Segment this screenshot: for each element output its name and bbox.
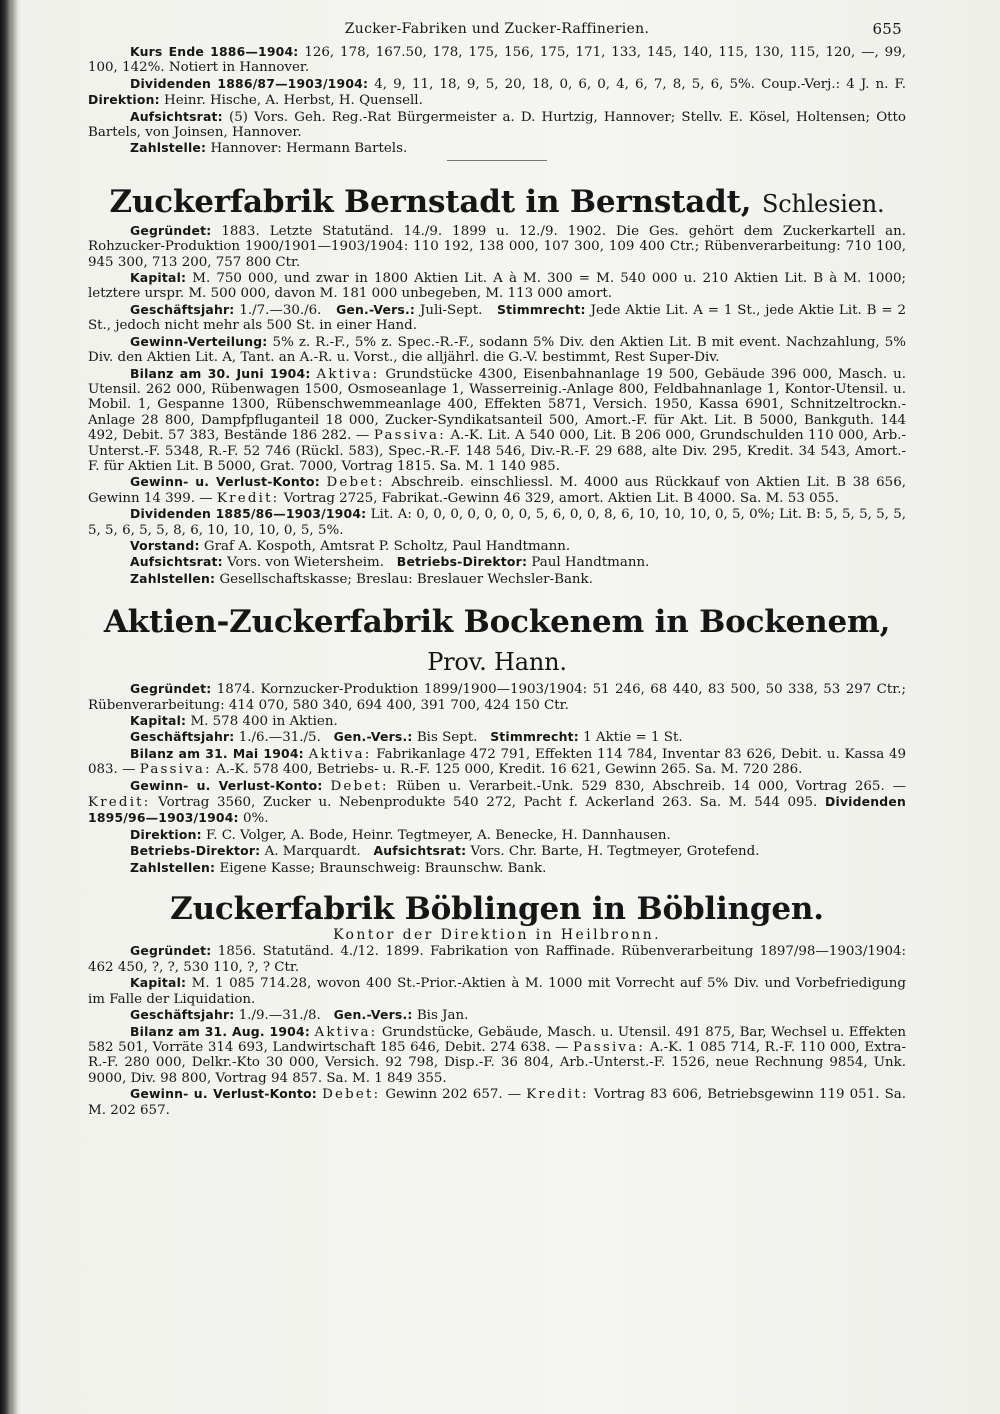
- entry-gegruendet: Gegründet: 1856. Statutänd. 4./12. 1899. Fabrikation von Raffinade. Rübenverarbeitung 1897/98—1903/1904: 462 450, ?, ?, 530 110, ?, ? Ctr.: [88, 943, 906, 975]
- entry-geschaeftsjahr: Geschäftsjahr: 1./7.—30./6. Gen.-Vers.: Juli-Sept. Stimmrecht: Jede Aktie Lit. A = 1 St., jede Aktie Lit. B = 2 St., jedoch nicht mehr als 500 St. in einer Hand.: [88, 301, 906, 334]
- section-divider: [447, 160, 547, 161]
- entry-bilanz: Bilanz am 31. Aug. 1904: Aktiva: Grundstücke, Gebäude, Masch. u. Utensil. 491 875, Bar, Wechsel u. Effekten 582 501, Vorräte 314 693, Landwirtschaft 185 646, Debit. 274 638. — Passiva: A.-K. 1 085 714, R.-F. 110 000, Extra-R.-F. 280 000, Delkr.-Kto 30 000, Versich. 92 798, Disp.-F. 36 804, Arb.-Unterst.-F. 1526, neue Rechnung 9854, Unk. 9000, Div. 98 800, Vortrag 94 857. Sa. M. 1 849 355.: [88, 1023, 907, 1086]
- entry-geschaeftsjahr: Geschäftsjahr: 1./9.—31./8. Gen.-Vers.: Bis Jan.: [130, 1007, 469, 1024]
- entry-zahlstelle: Zahlstelle: Hannover: Hermann Bartels.: [130, 140, 408, 157]
- entry-aufsichtsrat: Aufsichtsrat: Vors. von Wietersheim. Betriebs-Direktor: Paul Handtmann.: [130, 554, 650, 571]
- section-subheading: Kontor der Direktion in Heilbronn.: [333, 927, 661, 944]
- running-head: [88, 22, 906, 44]
- entry-gegruendet: Gegründet: 1874. Kornzucker-Produktion 1899/1900—1903/1904: 51 246, 68 440, 83 500, 50 338, 53 297 Ctr.; Rübenverarbeitung: 414 070, 580 340, 694 400, 391 700, 424 150 Ctr.: [88, 681, 906, 713]
- page-content: [88, 22, 906, 1118]
- entry-betriebs-direktor: Betriebs-Direktor: A. Marquardt. Aufsichtsrat: Vors. Chr. Barte, H. Tegtmeyer, Grotefend.: [130, 843, 760, 860]
- running-title: Zucker-Fabriken und Zucker-Raffinerien.: [344, 21, 650, 37]
- entry-kapital: Kapital: M. 1 085 714.28, wovon 400 St.-Prior.-Aktien à M. 1000 mit Vorrecht auf 5% Div. und Vorbefriedigung im Falle der Liquidation.: [88, 975, 906, 1007]
- entry-dividenden: Dividenden 1885/86—1903/1904: Lit. A: 0, 0, 0, 0, 0, 0, 0, 5, 6, 0, 0, 8, 6, 10, 10, 10, 0, 5, 0%; Lit. B: 5, 5, 5, 5, 5, 5, 5, 6, 5, 5, 8, 6, 10, 10, 10, 0, 5, 5%.: [88, 506, 906, 538]
- section-heading: Aktien-Zuckerfabrik Bockenem in Bockenem, Prov. Hann.: [103, 604, 891, 677]
- entry-aufsichtsrat: Aufsichtsrat: (5) Vors. Geh. Reg.-Rat Bürgermeister a. D. Hurtzig, Hannover; Stellv. E. Kösel, Holtensen; Otto Bartels, von Joinsen, Hannover.: [88, 108, 906, 141]
- entry-gewinn-verlust: Gewinn- u. Verlust-Konto: Debet: Abschreib. einschliessl. M. 4000 aus Rückkauf von Aktien Lit. B 38 656, Gewinn 14 399. — Kredit: Vortrag 2725, Fabrikat.-Gewinn 46 329, amort. Aktien Lit. B 4000. Sa. M. 53 055.: [88, 474, 906, 506]
- entry-geschaeftsjahr: Geschäftsjahr: 1./6.—31./5. Gen.-Vers.: Bis Sept. Stimmrecht: 1 Aktie = 1 St.: [130, 729, 683, 746]
- entry-kurs: Kurs Ende 1886—1904: 126, 178, 167.50, 178, 175, 156, 175, 171, 133, 145, 140, 115, 130, 115, 120, —, 99, 100, 142%. Notiert in Hannover.: [88, 44, 906, 76]
- entry-gewinn-verteilung: Gewinn-Verteilung: 5% z. R.-F., 5% z. Spec.-R.-F., sodann 5% Div. den Aktien Lit. B mit event. Nachzahlung, 5% Div. den Aktien Lit. A, Tant. an A.-R. u. Vorst., die alljährl. die G.-V. bestimmt, Rest Super-Div.: [88, 333, 906, 366]
- entry-zahlstellen: Zahlstellen: Eigene Kasse; Braunschweig: Braunschw. Bank.: [130, 859, 547, 876]
- entry-zahlstellen: Zahlstellen: Gesellschaftskasse; Breslau: Breslauer Wechsler-Bank.: [130, 570, 593, 587]
- section-heading: Zuckerfabrik Bernstadt in Bernstadt, Schlesien.: [109, 183, 885, 220]
- entry-gewinn-verlust: Gewinn- u. Verlust-Konto: Debet: Rüben u. Verarbeit.-Unk. 529 830, Abschreib. 14 000, Vortrag 265. — Kredit: Vortrag 3560, Zucker u. Nebenprodukte 540 272, Pacht f. Ackerland 263. Sa. M. 544 095. Dividenden 1895/96—1903/1904: 0%.: [88, 777, 906, 827]
- entry-kapital: Kapital: M. 578 400 in Aktien.: [130, 713, 338, 729]
- entry-gegruendet: Gegründet: 1883. Letzte Statutänd. 14./9. 1899 u. 12./9. 1902. Die Ges. gehört dem Zuckerkartell an. Rohzucker-Produktion 1900/1901—1903/1904: 110 192, 138 000, 107 300, 109 400 Ctr.; Rübenverarbeitung: 710 100, 945 300, 713 200, 757 800 Ctr.: [88, 222, 906, 270]
- page-number: 655: [872, 20, 902, 38]
- entry-dividenden: Dividenden 1886/87—1903/1904: 4, 9, 11, 18, 9, 5, 20, 18, 0, 6, 0, 4, 6, 7, 8, 5, 6, 5%. Coup.-Verj.: 4 J. n. F. Direktion: Heinr. Hische, A. Herbst, H. Quensell.: [88, 75, 906, 109]
- section-bockenem: [88, 603, 906, 876]
- entry-vorstand: Vorstand: Graf A. Kospoth, Amtsrat P. Scholtz, Paul Handtmann.: [130, 537, 571, 554]
- entry-gewinn-verlust: Gewinn- u. Verlust-Konto: Debet: Gewinn 202 657. — Kredit: Vortrag 83 606, Betriebsgewinn 119 051. Sa. M. 202 657.: [88, 1086, 906, 1118]
- section-boeblingen: [88, 890, 906, 1118]
- entry-kapital: Kapital: M. 750 000, und zwar in 1800 Aktien Lit. A à M. 300 = M. 540 000 u. 210 Aktien Lit. B à M. 1000; letztere urspr. M. 500 000, davon M. 181 000 unbegeben, M. 113 000 amort.: [88, 270, 906, 302]
- section-heading: Zuckerfabrik Böblingen in Böblingen.: [170, 891, 824, 928]
- book-spine-shadow: [0, 0, 18, 1414]
- entry-bilanz: Bilanz am 30. Juni 1904: Aktiva: Grundstücke 4300, Eisenbahnanlage 19 500, Gebäude 396 000, Masch. u. Utensil. 262 000, Rübenwagen 1500, Osmoseanlage 1, Wasserreinig.-Anlage 800, Feldbahnanlage 1, Kontor-Utensil. u. Mobil. 1, Gespanne 1300, Rübenschwemmeanlage 400, Effekten 5871, Versich. 1950, Kassa 6901, Schnitzeltrockn.-Anlage 28 800, Dampfpfluganteil 18 000, Zucker-Syndikatsanteil 500, Amort.-F. für Akt. Lit. B 5000, Bankguth. 144 492, Debit. 57 383, Bestände 186 282. — Passiva: A.-K. Lit. A 540 000, Lit. B 206 000, Grundschulden 110 000, Arb.-Unterst.-F. 5348, R.-F. 52 746 (Rückl. 583), Spec.-R.-F. 148 546, Div.-R.-F. 29 688, alte Div. 295, Kredit. 34 543, Amort.-F. für Aktien Lit. B 5000, Grat. 7000, Vortrag 1815. Sa. M. 1 140 985.: [88, 365, 906, 474]
- section-bernstadt: [88, 183, 906, 587]
- entry-bilanz: Bilanz am 31. Mai 1904: Aktiva: Fabrikanlage 472 791, Effekten 114 784, Inventar 83 626, Debit. u. Kassa 49 083. — Passiva: A.-K. 578 400, Betriebs- u. R.-F. 125 000, Kredit. 16 621, Gewinn 265. Sa. M. 720 286.: [88, 745, 906, 778]
- entry-direktion: Direktion: F. C. Volger, A. Bode, Heinr. Tegtmeyer, A. Benecke, H. Dannhausen.: [130, 826, 671, 843]
